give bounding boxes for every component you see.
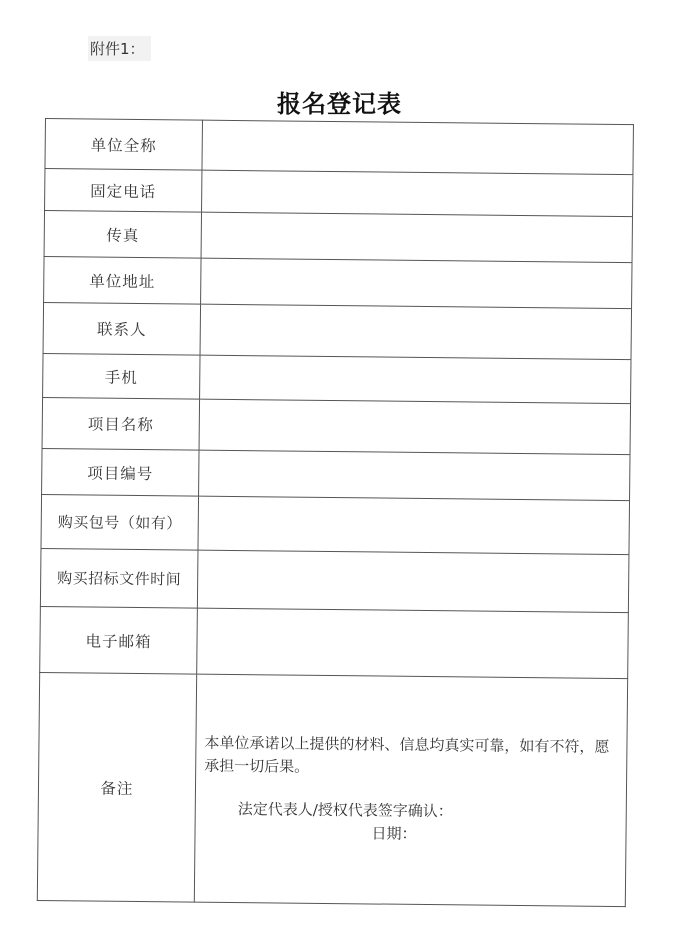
row-purchase-time: [40, 548, 629, 612]
label-company-name: 单位全称: [45, 119, 203, 171]
label-package-number: 购买包号（如有）: [41, 494, 199, 550]
label-landline: 固定电话: [45, 169, 202, 213]
row-mobile: [43, 353, 631, 403]
field-remarks: [194, 674, 627, 907]
label-project-name: 项目名称: [42, 397, 200, 450]
row-package-number: [41, 494, 630, 554]
field-company-name[interactable]: [202, 120, 634, 175]
field-mobile[interactable]: [200, 355, 631, 404]
attachment-label: 附件1：: [88, 36, 151, 61]
label-purchase-time: 购买招标文件时间: [40, 548, 198, 608]
field-package-number[interactable]: [198, 496, 630, 555]
field-project-name[interactable]: [199, 399, 631, 455]
field-landline[interactable]: [202, 170, 633, 217]
field-contact[interactable]: [200, 304, 632, 360]
registration-form: [37, 118, 631, 907]
label-contact: 联系人: [43, 302, 201, 355]
field-fax[interactable]: [201, 212, 632, 263]
registration-table: [37, 118, 634, 907]
row-project-name: [42, 397, 631, 454]
date-line: 日期：: [371, 824, 417, 843]
row-email: [40, 606, 629, 678]
form-title: 报名登记表: [277, 90, 402, 118]
row-landline: [45, 169, 633, 217]
row-contact: [43, 302, 632, 359]
label-project-number: 项目编号: [42, 448, 199, 496]
field-email[interactable]: [197, 608, 629, 679]
label-mobile: 手机: [43, 353, 200, 399]
field-address[interactable]: [201, 258, 632, 309]
row-address: [44, 256, 632, 308]
row-company-name: [45, 119, 633, 175]
field-project-number[interactable]: [199, 450, 630, 501]
label-remarks: 备注: [37, 672, 196, 902]
label-email: 电子邮箱: [40, 606, 198, 674]
label-fax: 传真: [44, 211, 201, 259]
field-purchase-time[interactable]: [197, 550, 629, 613]
label-address: 单位地址: [44, 256, 201, 304]
row-project-number: [42, 448, 630, 500]
signature-line: 法定代表人/授权代表签字确认：: [237, 800, 453, 821]
row-remarks: [37, 672, 627, 906]
row-fax: [44, 211, 632, 263]
remarks-statement: 本单位承诺以上提供的材料、信息均真实可靠，如有不符，愿承担一切后果。: [204, 733, 610, 776]
